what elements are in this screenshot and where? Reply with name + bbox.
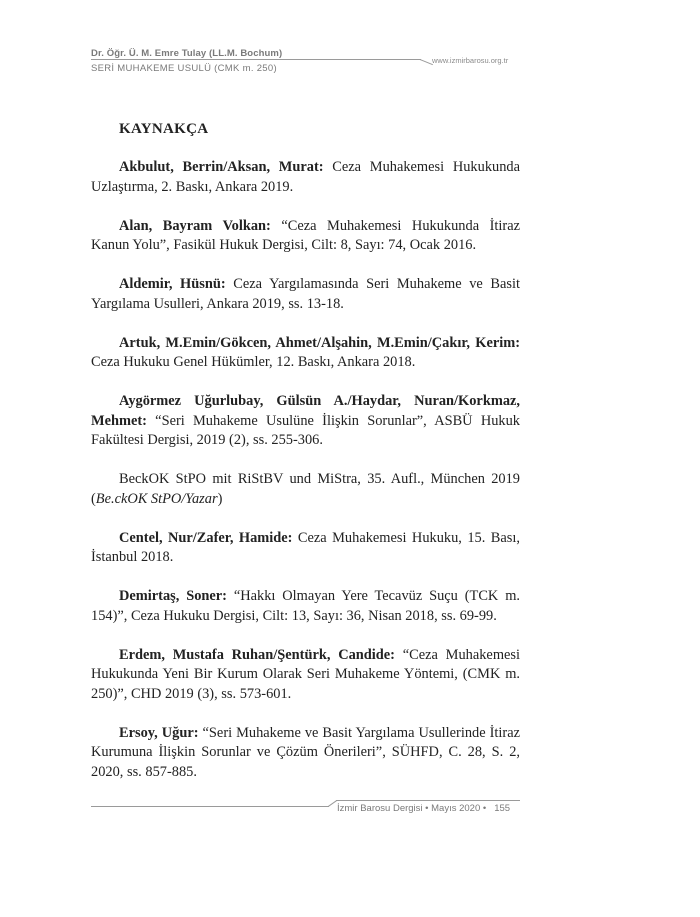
reference-author: Artuk, M.Emin/Gökcen, Ahmet/Alşahin, M.Emin/Çakır, Kerim: (119, 334, 520, 351)
footer-rule (91, 806, 329, 807)
reference-author: Demirtaş, Soner: (119, 588, 227, 604)
reference-author: Aygörmez Uğurlubay, Gülsün A./Haydar, Nuran/Korkmaz, Mehmet: (91, 393, 520, 429)
reference-item (91, 275, 520, 314)
reference-text: Ceza Muhakemesi Hukukunda Uzlaştırma, 2. Baskı, Ankara 2019. (91, 159, 520, 195)
footer-rule-right (336, 800, 520, 801)
reference-author: Akbulut, Berrin/Aksan, Murat: (119, 159, 324, 175)
header-rule-slant (420, 59, 433, 65)
header-url: www.izmirbarosu.org.tr (432, 56, 509, 65)
reference-item (91, 217, 520, 256)
footer-text (337, 803, 510, 814)
footer-journal: İzmir Barosu Dergisi • Mayıs 2020 • (337, 803, 487, 814)
reference-text: “Ceza Muhakemesi Hukukunda İtiraz Kanun Yolu”, Fasikül Hukuk Dergisi, Cilt: 8, Sayı: 74, Ocak 2016. (91, 217, 520, 253)
reference-text-end: ) (217, 490, 223, 507)
reference-text: Ceza Hukuku Genel Hükümler, 12. Baskı, Ankara 2018. (91, 354, 416, 370)
reference-item (91, 587, 520, 626)
reference-item (91, 334, 520, 373)
reference-text: Ceza Muhakemesi Hukuku, 15. Bası, İstanbul 2018. (91, 529, 520, 565)
reference-author: Centel, Nur/Zafer, Hamide: (119, 529, 293, 546)
header-rule (91, 59, 421, 60)
reference-item (91, 724, 520, 783)
reference-text: BeckOK StPO mit RiStBV und MiStra, 35. Aufl., München 2019 ( (91, 471, 520, 507)
reference-text: “Seri Muhakeme ve Basit Yargılama Usullerinde İtiraz Kurumuna İlişkin Sorunlar ve Çözüm Önerileri”, SÜHFD, C. 28, S. 2, 2020, ss. 857-885. (91, 724, 520, 780)
reference-author: Alan, Bayram Volkan: (119, 217, 271, 234)
reference-item (91, 470, 520, 509)
reference-item (91, 158, 520, 197)
header-author: Dr. Öğr. Ü. M. Emre Tulay (LL.M. Bochum) (91, 48, 283, 59)
reference-item (91, 392, 520, 451)
reference-text: “Seri Muhakeme Usulüne İlişkin Sorunlar”, ASBÜ Hukuk Fakültesi Dergisi, 2019 (2), ss. 255-306. (91, 412, 520, 448)
reference-abbreviation: Be.ckOK StPO/Yazar (95, 490, 218, 507)
section-heading: KAYNAKÇA (119, 121, 209, 137)
reference-author: Ersoy, Uğur: (119, 724, 199, 741)
header-article-title: SERİ MUHAKEME USULÜ (CMK m. 250) (91, 63, 277, 74)
reference-item (91, 529, 520, 568)
reference-item (91, 646, 520, 705)
reference-text: “Hakkı Olmayan Yere Tecavüz Suçu (TCK m. 154)”, Ceza Hukuku Dergisi, Cilt: 13, Sayı: 36, Nisan 2018, ss. 69-99. (91, 588, 520, 624)
reference-text: Ceza Yargılamasında Seri Muhakeme ve Basit Yargılama Usulleri, Ankara 2019, ss. 13-18. (91, 276, 520, 312)
page-number: 155 (494, 803, 511, 814)
reference-author: Erdem, Mustafa Ruhan/Şentürk, Candide: (119, 646, 395, 663)
reference-text: “Ceza Muhakemesi Hukukunda Yeni Bir Kurum Olarak Seri Muhakeme Yöntemi, (CMK m. 250)”, CHD 2019 (3), ss. 573-601. (91, 646, 520, 702)
reference-list (91, 158, 520, 802)
reference-author: Aldemir, Hüsnü: (119, 276, 226, 292)
